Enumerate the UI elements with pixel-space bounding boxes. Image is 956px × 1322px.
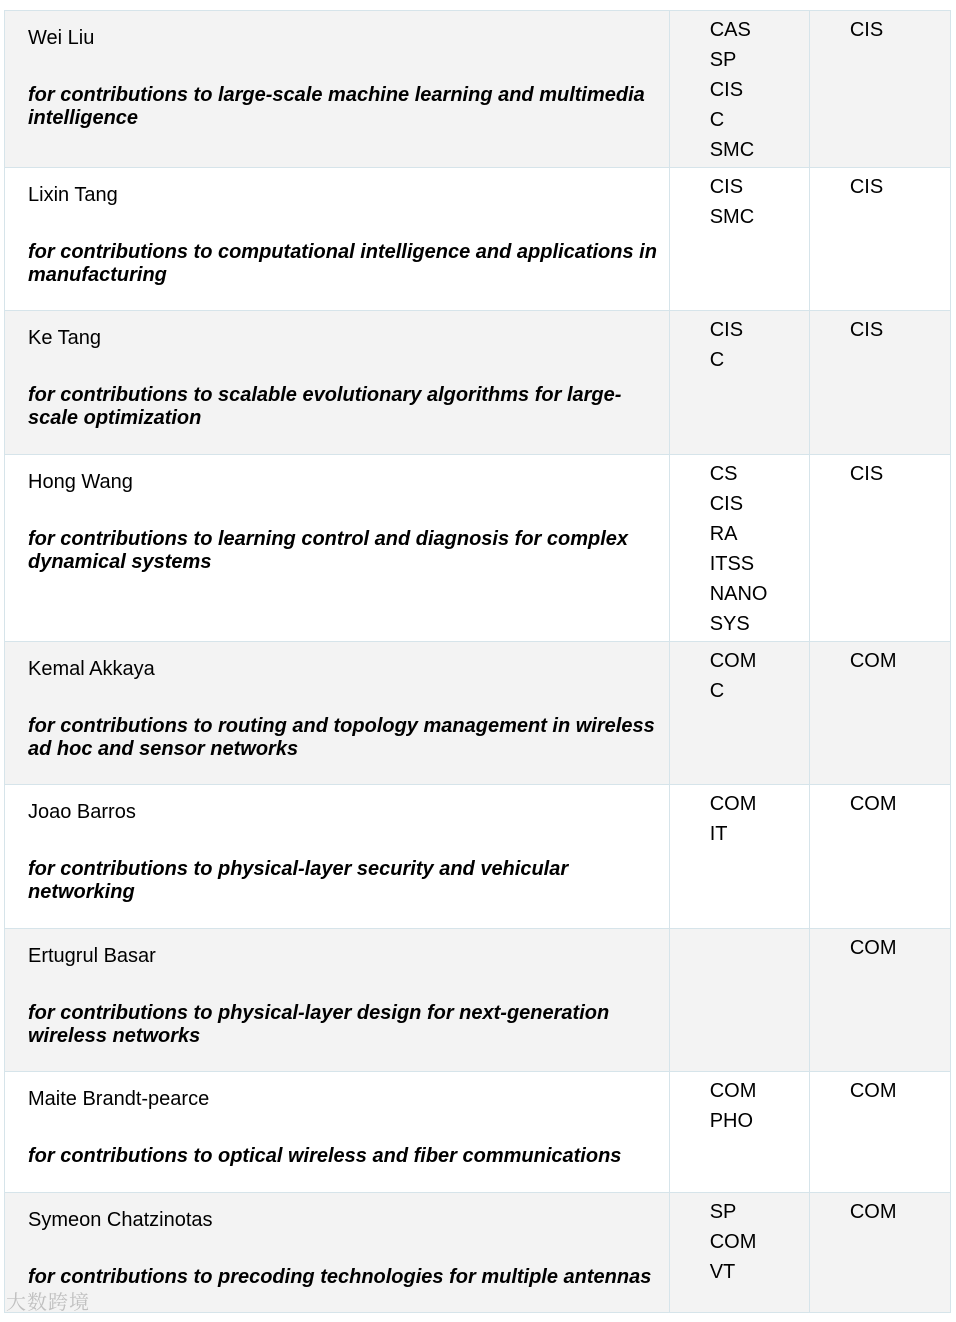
table-row — [5, 168, 951, 311]
societies-list — [710, 646, 809, 706]
societies-list — [710, 1076, 809, 1136]
societies-list — [710, 315, 809, 375]
societies-cell — [669, 642, 809, 785]
society-item: IT — [709, 823, 728, 845]
society-item: CIS — [709, 79, 744, 101]
sponsor-society-cell: CIS — [809, 311, 950, 455]
society-item: SYS — [709, 613, 750, 635]
societies-list — [710, 459, 809, 639]
fellow-name: Hong Wang — [28, 471, 133, 493]
fellow-cell — [5, 11, 670, 168]
fellow-cell — [5, 785, 670, 929]
fellow-citation: for contributions to learning control and diagnosis for complex dynamical systems — [28, 528, 629, 573]
sponsor-society-cell: COM — [809, 1193, 950, 1313]
society-item: SP — [709, 1201, 737, 1223]
fellow-citation: for contributions to physical-layer design for next-generation wireless networks — [28, 1002, 610, 1047]
societies-cell — [669, 168, 809, 311]
fellow-cell — [5, 455, 670, 642]
fellow-citation: for contributions to scalable evolutionary algorithms for large-scale optimization — [28, 384, 622, 429]
societies-list — [710, 172, 809, 232]
society-item: CS — [709, 463, 738, 485]
watermark — [6, 1290, 90, 1314]
society-item: CAS — [709, 19, 751, 41]
sponsor-society-cell: COM — [809, 642, 950, 785]
fellows-table-body — [5, 11, 951, 1313]
society-item: NANO — [709, 583, 768, 605]
society-item: CIS — [709, 319, 744, 341]
society-item: CIS — [709, 176, 744, 198]
society-item: PHO — [709, 1110, 754, 1132]
sponsor-society-cell: COM — [809, 785, 950, 929]
society-item: COM — [709, 1231, 757, 1253]
society-item: C — [709, 349, 725, 371]
society-item: COM — [709, 650, 757, 672]
fellow-cell — [5, 1072, 670, 1193]
fellow-citation: for contributions to physical-layer security and vehicular networking — [28, 858, 569, 903]
fellow-name: Wei Liu — [28, 27, 95, 49]
society-item: VT — [709, 1261, 736, 1283]
society-item: COM — [709, 1080, 757, 1102]
sponsor-society-cell: COM — [809, 929, 950, 1072]
fellow-cell — [5, 1193, 670, 1313]
societies-list — [710, 789, 809, 849]
table-row — [5, 1072, 951, 1193]
society-item: SMC — [709, 206, 755, 228]
fellow-name: Ertugrul Basar — [28, 945, 156, 967]
societies-cell — [669, 1193, 809, 1313]
societies-cell — [669, 11, 809, 168]
society-item: SMC — [709, 139, 755, 161]
societies-list — [710, 15, 809, 165]
table-row — [5, 311, 951, 455]
society-item: C — [709, 109, 725, 131]
fellow-cell — [5, 168, 670, 311]
fellow-name: Symeon Chatzinotas — [28, 1209, 213, 1231]
fellow-citation: for contributions to optical wireless and fiber communications — [28, 1145, 622, 1167]
sponsor-society-cell: CIS — [809, 168, 950, 311]
table-row — [5, 455, 951, 642]
fellow-citation: for contributions to routing and topology management in wireless ad hoc and sensor networks — [28, 715, 655, 760]
fellow-name: Kemal Akkaya — [28, 658, 155, 680]
fellow-name: Maite Brandt-pearce — [28, 1088, 210, 1110]
fellow-name: Joao Barros — [28, 801, 136, 823]
fellow-citation: for contributions to precoding technologies for multiple antennas — [28, 1266, 652, 1288]
societies-cell — [669, 929, 809, 1072]
table-row — [5, 642, 951, 785]
fellows-table — [4, 10, 951, 1313]
fellow-cell — [5, 311, 670, 455]
fellow-name: Lixin Tang — [28, 184, 118, 206]
sponsor-society-cell: CIS — [809, 455, 950, 642]
societies-cell — [669, 1072, 809, 1193]
societies-list — [710, 1197, 809, 1287]
fellow-citation: for contributions to computational intelligence and applications in manufacturing — [28, 241, 657, 286]
sponsor-society-cell: CIS — [809, 11, 950, 168]
table-row — [5, 929, 951, 1072]
table-row — [5, 785, 951, 929]
society-item: C — [709, 680, 725, 702]
societies-cell — [669, 455, 809, 642]
society-item: RA — [709, 523, 738, 545]
society-item: CIS — [709, 493, 744, 515]
table-row — [5, 1193, 951, 1313]
table-row — [5, 11, 951, 168]
society-item: COM — [709, 793, 757, 815]
fellow-name: Ke Tang — [28, 327, 102, 349]
societies-cell — [669, 311, 809, 455]
fellow-citation: for contributions to large-scale machine learning and multimedia intelligence — [28, 84, 645, 129]
fellow-cell — [5, 929, 670, 1072]
society-item: SP — [709, 49, 737, 71]
society-item: ITSS — [709, 553, 755, 575]
societies-cell — [669, 785, 809, 929]
watermark-text: 大数跨境 — [6, 1290, 90, 1314]
sponsor-society-cell: COM — [809, 1072, 950, 1193]
fellow-cell — [5, 642, 670, 785]
